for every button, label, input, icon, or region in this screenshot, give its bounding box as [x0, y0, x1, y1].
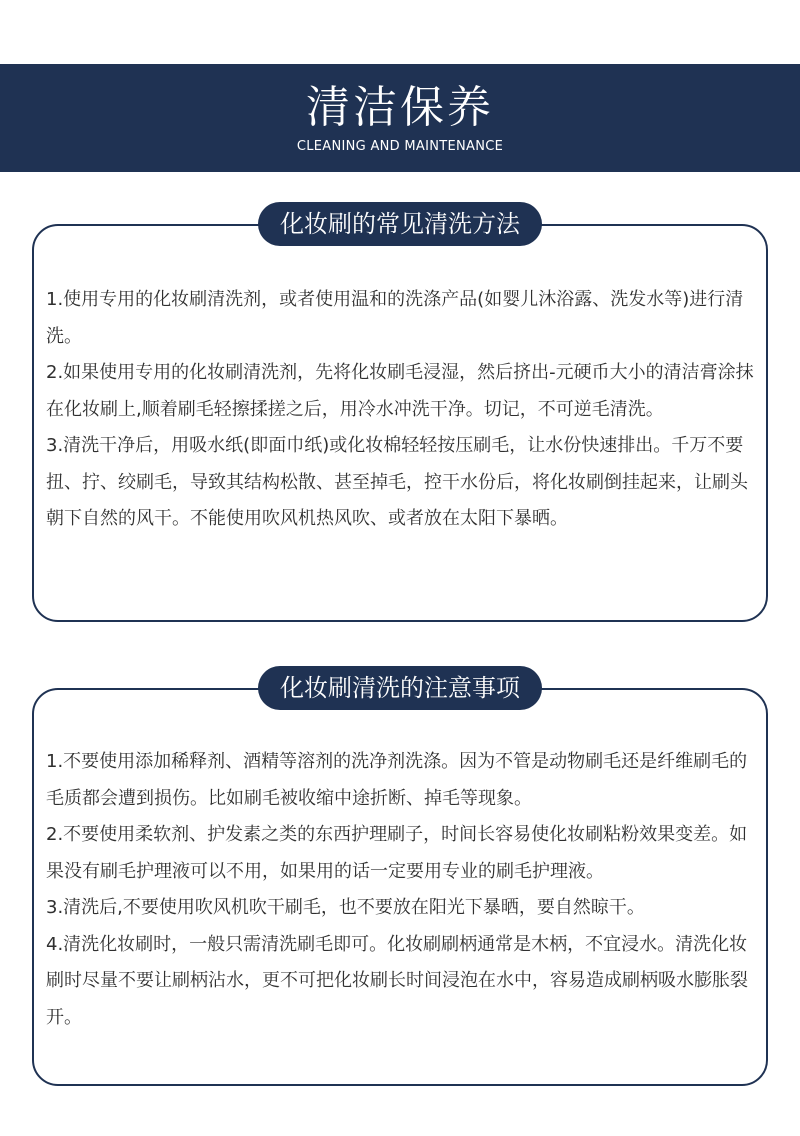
paragraph: 3.清洗干净后，用吸水纸(即面巾纸)或化妆棉轻轻按压刷毛，让水份快速排出。千万不要扭、拧、绞刷毛，导致其结构松散、甚至掉毛，控干水份后，将化妆刷倒挂起来，让刷头朝下自然的风干。不能使用吹风机热风吹、或者放在太阳下暴晒。	[46, 435, 748, 529]
paragraph: 2.不要使用柔软剂、护发素之类的东西护理刷子，时间长容易使化妆刷粘粉效果变差。如果没有刷毛护理液可以不用，如果用的话一定要用专业的刷毛护理液。	[46, 824, 748, 882]
section-body	[46, 282, 756, 538]
cleaning-notes-section	[32, 674, 768, 1086]
paragraph: 2.如果使用专用的化妆刷清洗剂，先将化妆刷毛浸湿，然后挤出-元硬币大小的清洁膏涂抹在化妆刷上,顺着刷毛轻擦揉搓之后，用冷水冲洗干净。切记，不可逆毛清洗。	[46, 362, 754, 420]
paragraph: 1.不要使用添加稀释剂、酒精等溶剂的洗净剂洗涤。因为不管是动物刷毛还是纤维刷毛的毛质都会遭到损伤。比如刷毛被收缩中途折断、掉毛等现象。	[46, 751, 748, 809]
paragraph: 3.清洗后,不要使用吹风机吹干刷毛，也不要放在阳光下暴晒，要自然晾干。	[46, 897, 645, 918]
header-banner	[0, 64, 800, 172]
paragraph: 1.使用专用的化妆刷清洗剂，或者使用温和的洗涤产品(如婴儿沐浴露、洗发水等)进行清洗。	[46, 289, 744, 347]
page-subtitle: CLEANING AND MAINTENANCE	[296, 139, 504, 154]
section-body	[46, 744, 756, 1036]
page-title: 清洁保养	[306, 82, 494, 133]
paragraph: 4.清洗化妆刷时，一般只需清洗刷毛即可。化妆刷刷柄通常是木柄，不宜浸水。清洗化妆刷时尽量不要让刷柄沾水，更不可把化妆刷长时间浸泡在水中，容易造成刷柄吸水膨胀裂开。	[46, 933, 748, 1028]
cleaning-methods-section	[32, 210, 768, 622]
section-title-cleaning-notes: 化妆刷清洗的注意事项	[258, 666, 542, 710]
section-title-cleaning-methods: 化妆刷的常见清洗方法	[258, 202, 542, 246]
